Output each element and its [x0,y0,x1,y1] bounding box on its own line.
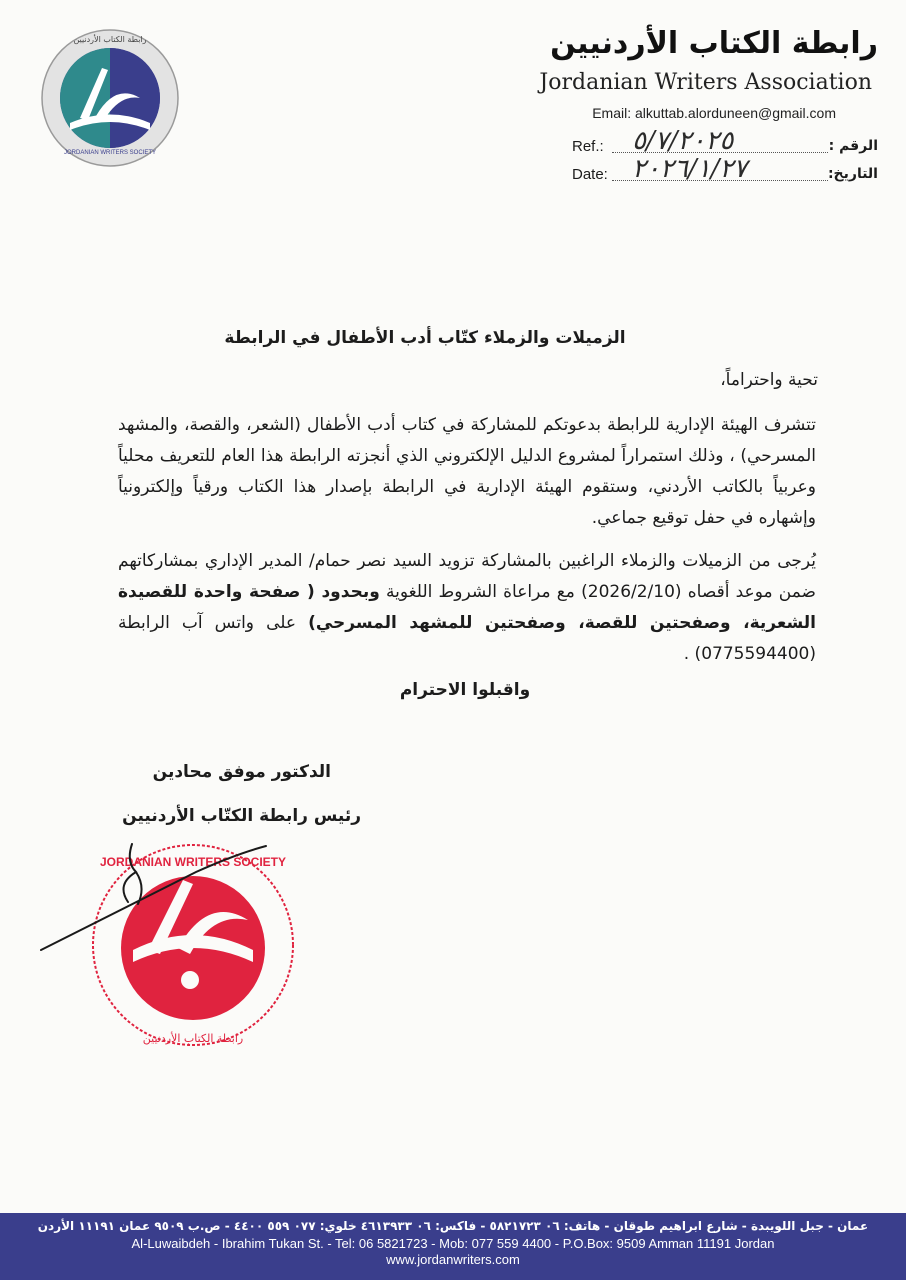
footer-address-arabic: عمان - جبل اللويبدة - شارع ابراهيم طوقان - هاتف: ٠٦ ٥٨٢١٧٢٣ - فاكس: ٠٦ ٤٦١٣٩٣٣ خلوي: ٠٧٧ ٥٥٩ ٤٤٠٠ - ص.ب ٩٥٠٩ عمان ١١١٩١ الأردن [37,1219,869,1233]
letter-paragraph-2 [118,546,816,670]
date-row [572,154,878,190]
logo-ring-text-ar: رابطة الكتاب الأردنيين [73,35,147,44]
letterhead-footer [0,1213,906,1280]
footer-address-english: Al-Luwaibdeh - Ibrahim Tukan St. - Tel: 06 5821723 - Mob: 077 559 4400 - P.O.Box: 9509 Amman 11191 Jordan [131,1236,775,1251]
paragraph-2-text: يُرجى من الزميلات والزملاء الراغبين بالمشاركة تزويد السيد نصر حمام/ المدير الإداري بمشاركاتهم ضمن موعد أقصاه (2026/2/10) مع مراعاة الشروط اللغوية [118,551,816,602]
signer-title: رئيس رابطة الكتّاب الأردنيين [122,806,361,826]
date-handwritten-value: ٢٠٢٦/١/٢٧ [632,154,748,184]
letter-subject: الزميلات والزملاء كتّاب أدب الأطفال في الرابطة [224,328,626,348]
org-name-arabic: رابطة الكتاب الأردنيين [550,26,878,61]
date-label-ar: التاريخ: [827,166,878,182]
ref-label-ar: الرقم : [828,138,878,154]
footer-website: www.jordanwriters.com [386,1252,520,1267]
association-logo [40,28,180,168]
handwritten-signature [36,832,346,962]
ref-label-en: Ref.: [572,138,604,155]
date-label-en: Date: [572,166,608,183]
org-name-english: Jordanian Writers Association [539,70,872,95]
stamp-ring-text-ar: رابطة الكتاب الأردنيين [142,1032,244,1045]
paragraph-2-bold-limits: وبحدود ( صفحة واحدة للقصيدة الشعرية، وصفحتين للقصة، وصفحتين للمشهد المسرحي) [118,582,816,633]
paragraph-2-whatsapp: على واتس آب الرابطة (0775594400) . [118,613,816,664]
email-line: Email: alkuttab.alorduneen@gmail.com [592,105,836,121]
stamp-ring-text-en: JORDANIAN WRITERS SOCIETY [99,855,287,869]
signer-name: الدكتور موفق محادين [152,762,331,782]
logo-ring-text-en: JORDANIAN WRITERS SOCIETY [63,150,157,156]
letter-greeting: تحية واحتراماً، [720,370,818,390]
letter-paragraph-1: تتشرف الهيئة الإدارية للرابطة بدعوتكم للمشاركة في كتاب أدب الأطفال (الشعر، والقصة، والمشهد المسرحي) ، وذلك استمراراً لمشروع الدليل الإلكتروني الذي أنجزته الرابطة هذا العام للتعريف محلياً وعربياً بالكاتب الأردني، وستقوم الهيئة الإدارية في الرابطة بإصدار هذا الكتاب ورقياً وإلكترونياً وإشهاره في حفل توقيع جماعي. [118,415,816,528]
letter-closing: واقبلوا الاحترام [399,680,531,700]
ref-handwritten-value: ٥/٧/٢٠٢٥ [632,126,734,156]
